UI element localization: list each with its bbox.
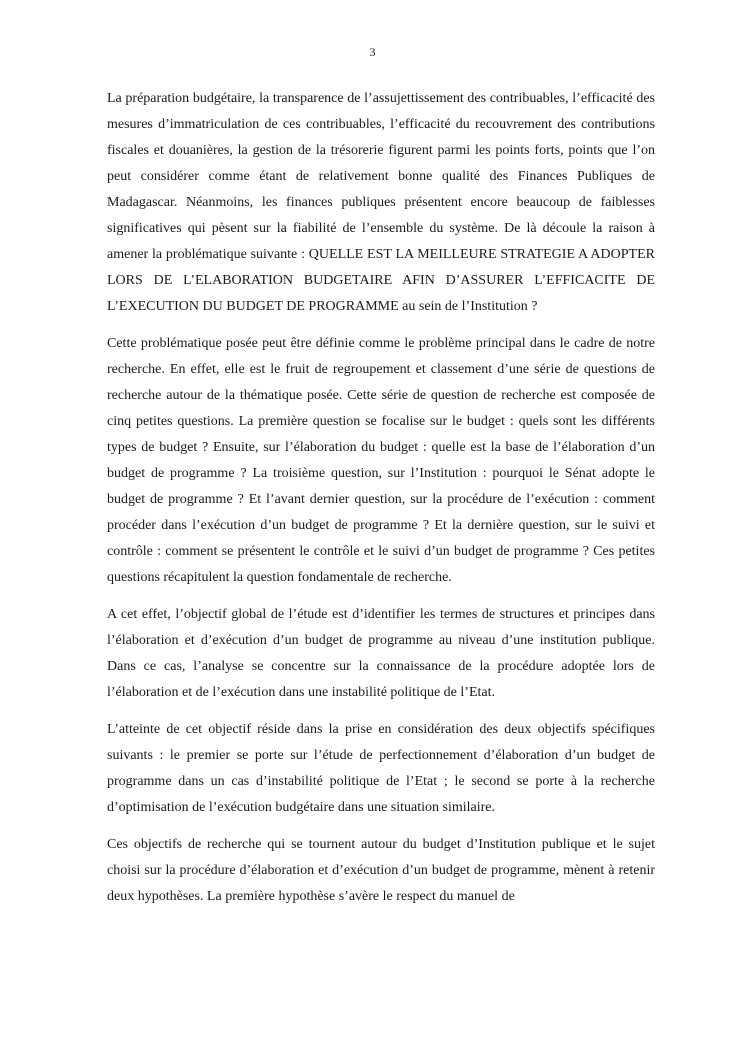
paragraph-objectif-global: A cet effet, l’objectif global de l’étude est d’identifier les termes de structures et principes dans l’élaboration et d’exécution d’un budget de programme au niveau d’une institution publique. Dans ce cas, l’analyse se concentre sur la connaissance de la procédure adoptée lors de l’élaboration et de l’exécution dans une instabilité politique de l’Etat.	[107, 607, 655, 700]
paragraph-problematique: La préparation budgétaire, la transparence de l’assujettissement des contribuables, l’efficacité des mesures d’immatriculation de ces contribuables, l’efficacité du recouvrement des contributions fiscales et douanières, la gestion de la trésorerie figurent parmi les points forts, points que l’on peut considérer comme étant de relativement bonne qualité des Finances Publiques de Madagascar. Néanmoins, les finances publiques présentent encore beaucoup de faiblesses significatives qui pèsent sur la fiabilité de l’ensemble du système. De là découle la raison à amener la problématique suivante : QUELLE EST LA MEILLEURE STRATEGIE A ADOPTER LORS DE L’ELABORATION BUDGETAIRE AFIN D’ASSURER L’EFFICACITE DE L’EXECUTION DU BUDGET DE PROGRAMME au sein de l’Institution ?	[107, 91, 655, 314]
paragraph-objectifs-specifiques: L’atteinte de cet objectif réside dans la prise en considération des deux objectifs spécifiques suivants : le premier se porte sur l’étude de perfectionnement d’élaboration d’un budget de programme dans un cas d’instabilité politique de l’Etat ; le second se porte à la recherche d’optimisation de l’exécution budgétaire dans une situation similaire.	[107, 722, 655, 815]
document-body	[107, 86, 655, 921]
paragraph-questions-recherche: Cette problématique posée peut être définie comme le problème principal dans le cadre de notre recherche. En effet, elle est le fruit de regroupement et classement d’une série de questions de recherche autour de la thématique posée. Cette série de question de recherche est composée de cinq petites questions. La première question se focalise sur le budget : quels sont les différents types de budget ? Ensuite, sur l’élaboration du budget : quelle est la base de l’élaboration d’un budget de programme ? La troisième question, sur l’Institution : pourquoi le Sénat adopte le budget de programme ? Et l’avant dernier question, sur la procédure de l’exécution : comment procéder dans l’exécution d’un budget de programme ? Et la dernière question, sur le suivi et contrôle : comment se présentent le contrôle et le suivi d’un budget de programme ? Ces petites questions récapitulent la question fondamentale de recherche.	[107, 336, 655, 585]
page-number: 3	[369, 45, 376, 59]
paragraph-hypotheses: Ces objectifs de recherche qui se tournent autour du budget d’Institution publique et le sujet choisi sur la procédure d’élaboration et d’exécution d’un budget de programme, mènent à retenir deux hypothèses. La première hypothèse s’avère le respect du manuel de	[107, 837, 655, 904]
